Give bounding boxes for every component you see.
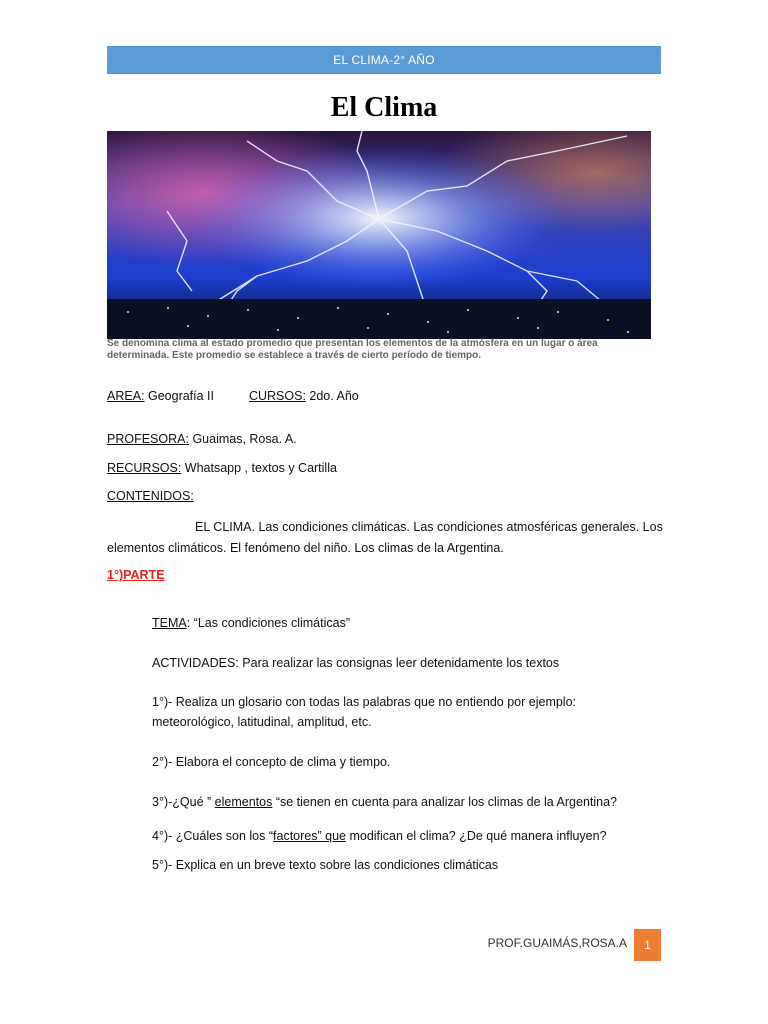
question-3-pre: 3°)-¿Qué ” <box>152 795 215 809</box>
contenidos-line-1: EL CLIMA. Las condiciones climáticas. Las condiciones atmosféricas generales. Los <box>195 520 663 534</box>
question-4-underlined: factores” que <box>273 829 346 843</box>
question-3-underlined: elementos <box>214 795 273 809</box>
cursos-value: 2do. Año <box>305 389 359 403</box>
question-4-pre: 4°)- ¿Cuáles son los “ <box>152 829 274 843</box>
question-1-line-2: meteorológico, latitudinal, amplitud, etc. <box>152 715 372 729</box>
recursos-label: RECURSOS: <box>107 461 182 475</box>
question-4-post: modifican el clima? ¿De qué manera influyen? <box>345 829 607 843</box>
cursos-label: CURSOS: <box>248 389 306 403</box>
question-2: 2°)- Elabora el concepto de clima y tiempo. <box>152 755 391 769</box>
page-number-badge <box>634 929 661 961</box>
question-1-line-1: 1°)- Realiza un glosario con todas las palabras que no entiendo por ejemplo: <box>152 695 577 709</box>
recursos-value: Whatsapp , textos y Cartilla <box>181 461 337 475</box>
caption-line-2: determinada. Este promedio se establece a través de cierto período de tiempo. <box>107 350 482 361</box>
area-label: AREA: <box>107 389 145 403</box>
footer-author: PROF.GUAIMÁS,ROSA.A <box>487 936 627 950</box>
question-5: 5°)- Explica en un breve texto sobre las condiciones climáticas <box>152 858 499 872</box>
question-3 <box>152 795 617 809</box>
caption-line-1: Se denomina clima al estado promedio que presentan los elementos de la atmósfera en un lugar o área <box>107 338 598 349</box>
question-3-post: se tienen en cuenta para analizar los climas de la Argentina? <box>279 795 618 809</box>
tema-line <box>152 616 350 630</box>
question-4 <box>152 829 607 843</box>
contenidos-line-2: elementos climáticos. El fenómeno del niño. Los climas de la Argentina. <box>107 541 504 555</box>
contenidos-paragraph <box>107 517 663 559</box>
profesora-line <box>107 432 297 446</box>
area-value: Geografía II <box>144 389 214 403</box>
part-heading: 1°)PARTE <box>107 568 165 582</box>
profesora-label: PROFESORA: <box>107 432 189 446</box>
recursos-line <box>107 461 337 475</box>
area-cursos-line <box>107 389 359 403</box>
header-bar <box>107 46 661 74</box>
question-3-mid: “ <box>272 795 280 809</box>
tema-value: : “Las condiciones climáticas” <box>186 616 350 630</box>
photo-caption <box>107 338 627 362</box>
header-title: EL CLIMA-2° AÑO <box>333 53 435 67</box>
tema-label: TEMA <box>152 616 187 630</box>
contenidos-line <box>107 489 194 503</box>
actividades-line: ACTIVIDADES: Para realizar las consignas leer detenidamente los textos <box>152 656 560 670</box>
page-number: 1 <box>644 938 651 952</box>
profesora-value: Guaimas, Rosa. A. <box>188 432 297 446</box>
lightning-photo <box>107 131 651 339</box>
page-title: El Clima <box>330 92 438 123</box>
contenidos-label: CONTENIDOS: <box>107 489 194 503</box>
